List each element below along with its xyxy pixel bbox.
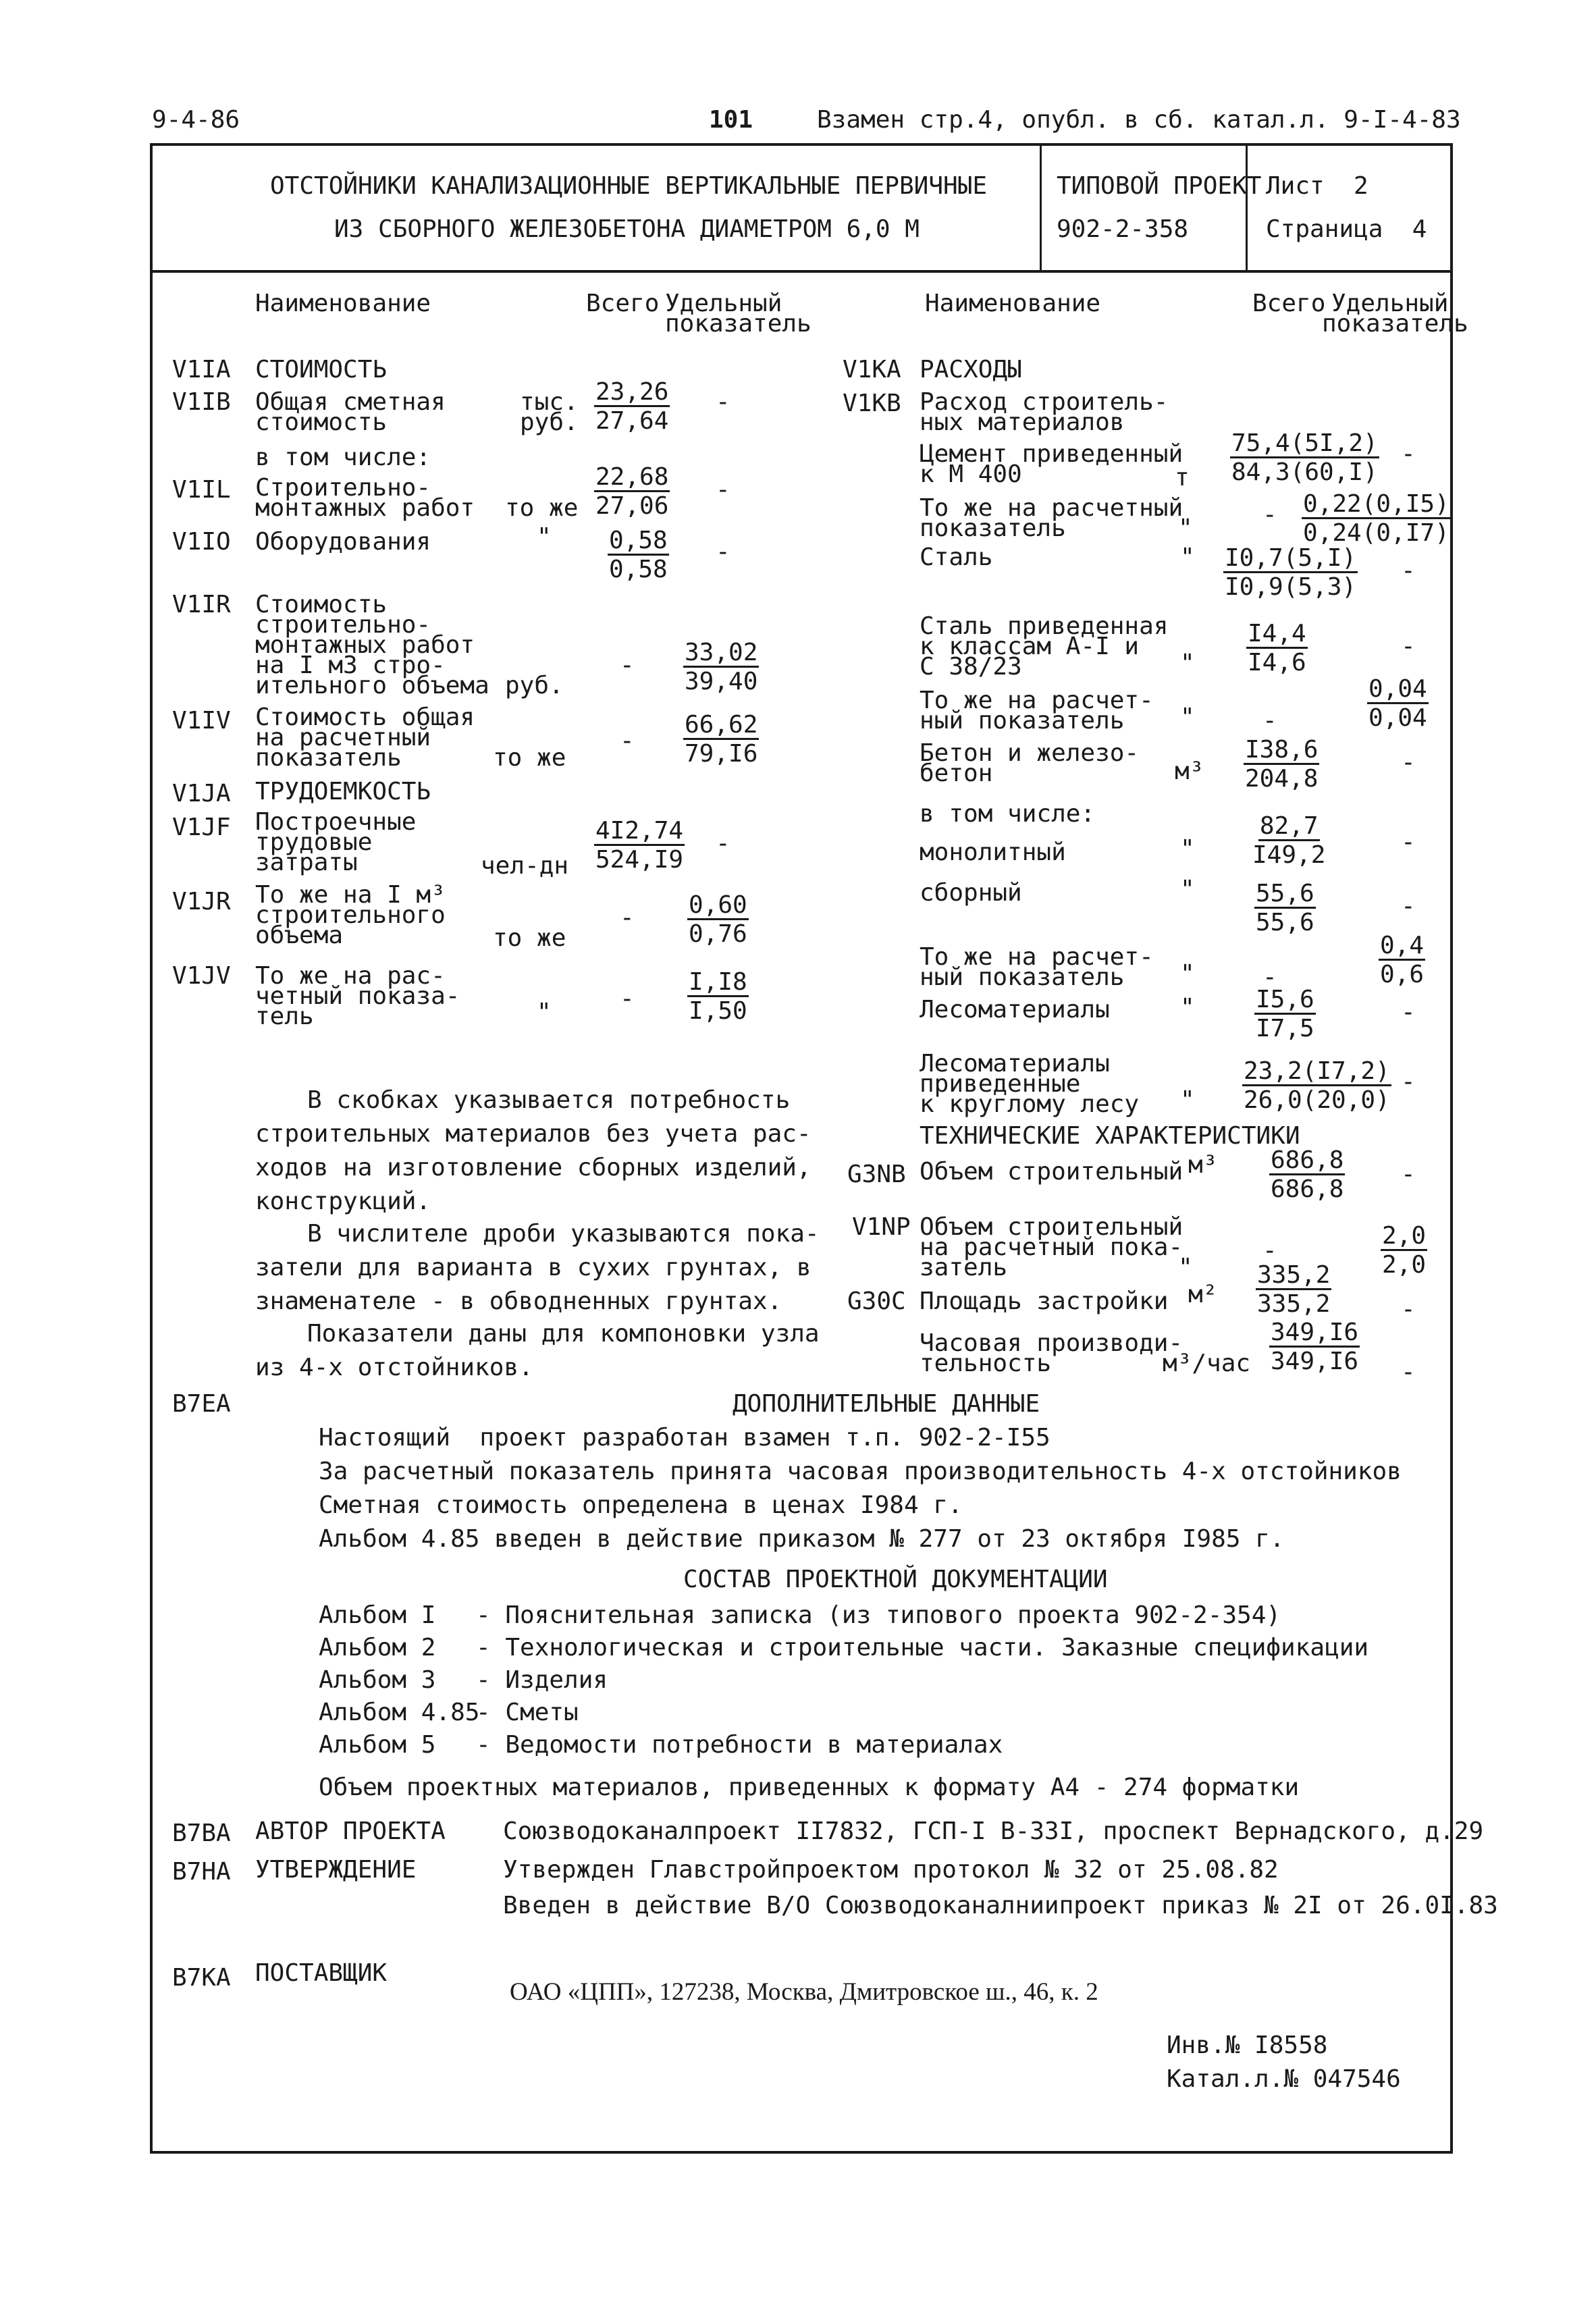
steel-reduced-numerator: I4,4 bbox=[1248, 620, 1306, 647]
monolithic-numerator: 82,7 bbox=[1259, 812, 1319, 840]
unit-cost-total: - bbox=[620, 652, 635, 679]
labor-specific-label-2: четный показа- bbox=[255, 982, 460, 1010]
volume-specific-denominator: 2,0 bbox=[1382, 1250, 1427, 1279]
concrete-specific-denominator: 0,6 bbox=[1380, 960, 1425, 988]
construction-cost-label-2: монтажных работ bbox=[255, 494, 475, 522]
incl-label-right: в том числе: bbox=[920, 800, 1096, 828]
document-code: 9-4-86 bbox=[152, 106, 240, 134]
unit-cost-value bbox=[683, 640, 759, 695]
note-line-2: строительных материалов без учета рас- bbox=[255, 1120, 812, 1148]
built-area-label: Площадь застройки bbox=[920, 1287, 1169, 1315]
code-g3nb: G3NB bbox=[847, 1161, 906, 1188]
album-4-desc: - Сметы bbox=[476, 1699, 579, 1726]
right-header-name: Наименование bbox=[925, 290, 1101, 317]
steel-reduced-label-3: С 38/23 bbox=[920, 653, 1022, 681]
code-v1il: V1IL bbox=[172, 476, 231, 504]
total-cost-unit-1: тыс. bbox=[520, 388, 579, 416]
volume-specific-label-1: Объем строительный bbox=[920, 1213, 1183, 1241]
supplier-label: ПОСТАВЩИК bbox=[255, 1959, 388, 1987]
unit-cost-label-5: ительного объема bbox=[255, 672, 489, 699]
volume-specific-unit: " bbox=[1178, 1254, 1193, 1281]
volume-specific-label-3: затель bbox=[920, 1254, 1008, 1281]
labor-per-m3-label-3: объема bbox=[255, 922, 344, 949]
equipment-specific: - bbox=[716, 538, 730, 566]
code-v1ib: V1IB bbox=[172, 388, 231, 416]
built-area-unit: м² bbox=[1188, 1281, 1218, 1308]
unit-cost-label-1: Стоимость bbox=[255, 591, 388, 618]
timber-reduced-denominator: 26,0(20,0) bbox=[1244, 1086, 1390, 1114]
code-v1jf: V1JF bbox=[172, 814, 231, 841]
labor-label-3: затраты bbox=[255, 849, 358, 876]
capacity-numerator: 349,I6 bbox=[1271, 1319, 1359, 1346]
labor-per-m3-value bbox=[687, 893, 749, 947]
monolithic-label: монолитный bbox=[920, 839, 1066, 866]
built-area-denominator: 335,2 bbox=[1257, 1290, 1331, 1318]
album-3-name: Альбом 3 bbox=[319, 1666, 436, 1694]
total-cost-label-2: стоимость bbox=[255, 408, 388, 436]
concrete-specific-total: - bbox=[1262, 963, 1277, 991]
frame-left bbox=[150, 143, 153, 2154]
capacity-denominator: 349,I6 bbox=[1271, 1347, 1359, 1375]
title-block-bottom bbox=[150, 270, 1453, 273]
labor-specific-numerator: I,I8 bbox=[689, 968, 747, 996]
concrete-specific: - bbox=[1401, 749, 1416, 776]
code-v1jr: V1JR bbox=[172, 888, 231, 915]
labor-specific-label-3: тель bbox=[255, 1003, 314, 1030]
capacity-label-2: тельность bbox=[920, 1350, 1052, 1377]
right-header-specific-1: Удельный bbox=[1331, 290, 1449, 317]
concrete-specific-label-1: То же на расчет- bbox=[920, 943, 1154, 971]
cement-specific-value bbox=[1302, 491, 1451, 546]
cement-denominator: 84,3(60,I) bbox=[1231, 458, 1378, 486]
project-number: 902-2-358 bbox=[1057, 215, 1189, 243]
title-block-divider-2 bbox=[1246, 143, 1248, 271]
page-field: Страница 4 bbox=[1266, 215, 1427, 243]
cement-label-1: Цемент приведенный bbox=[920, 440, 1183, 468]
unit-cost-numerator: 33,02 bbox=[685, 639, 758, 666]
timber-value bbox=[1254, 987, 1316, 1042]
prefab-label: сборный bbox=[920, 879, 1022, 907]
author-label: АВТОР ПРОЕКТА bbox=[255, 1817, 446, 1845]
labor-per-m3-label-1: То же на I м³ bbox=[255, 881, 446, 909]
capacity-value bbox=[1269, 1320, 1360, 1375]
code-v1ia: V1IA bbox=[172, 356, 231, 383]
unit-cost-label-4: на I м3 стро- bbox=[255, 652, 446, 679]
building-volume-denominator: 686,8 bbox=[1271, 1175, 1344, 1203]
code-v1ka: V1KA bbox=[843, 356, 901, 383]
code-v1io: V1IO bbox=[172, 528, 231, 556]
cement-specific-unit: " bbox=[1178, 514, 1193, 542]
labor-specific: - bbox=[716, 830, 730, 857]
timber-reduced-numerator: 23,2(I7,2) bbox=[1244, 1057, 1390, 1085]
timber-numerator: I5,6 bbox=[1256, 986, 1314, 1013]
labor-value bbox=[594, 818, 685, 873]
section-labor: ТРУДОЕМКОСТЬ bbox=[255, 778, 431, 805]
building-volume-unit: м³ bbox=[1188, 1151, 1218, 1179]
album-3-desc: - Изделия bbox=[476, 1666, 608, 1694]
unit-cost-unit: руб. bbox=[505, 672, 564, 699]
code-v1ja: V1JA bbox=[172, 780, 231, 807]
section-cost: СТОИМОСТЬ bbox=[255, 356, 388, 383]
album-1-name: Альбом I bbox=[319, 1601, 436, 1629]
steel-reduced-label-2: к классам А-I и bbox=[920, 633, 1140, 660]
replace-note: Взамен стр.4, опубл. в сб. катал.л. 9-I-4-83 bbox=[817, 106, 1461, 134]
materials-label-1: Расход строитель- bbox=[920, 388, 1169, 416]
building-volume-specific: - bbox=[1401, 1161, 1416, 1188]
left-header-total: Всего bbox=[586, 290, 660, 317]
left-header-specific-1: Удельный bbox=[665, 290, 782, 317]
approval-line-1: Утвержден Главстройпроектом протокол № 32 от 25.08.82 bbox=[503, 1856, 1279, 1884]
catalog-number: Катал.л.№ 047546 bbox=[1167, 2065, 1401, 2093]
steel-specific-label-1: То же на расчет- bbox=[920, 687, 1154, 714]
steel-specific-label-2: ный показатель bbox=[920, 707, 1125, 735]
code-b7ka: B7KA bbox=[172, 1964, 231, 1992]
labor-per-m3-unit: то же bbox=[493, 924, 566, 952]
code-b7ba: B7BA bbox=[172, 1819, 231, 1847]
code-v1np: V1NP bbox=[852, 1213, 911, 1241]
equipment-denominator: 0,58 bbox=[609, 555, 668, 583]
left-header-name: Наименование bbox=[255, 290, 431, 317]
total-cost-label-1: Общая сметная bbox=[255, 388, 446, 416]
timber-reduced-label-1: Лесоматериалы bbox=[920, 1050, 1110, 1078]
total-cost-unit-2: руб. bbox=[520, 408, 579, 436]
cement-specific-total: - bbox=[1262, 501, 1277, 529]
page-number: 101 bbox=[709, 106, 753, 134]
project-label: ТИПОВОЙ ПРОЕКТ bbox=[1057, 172, 1262, 200]
concrete-specific-label-2: ный показатель bbox=[920, 963, 1125, 991]
approval-label: УТВЕРЖДЕНИЕ bbox=[255, 1856, 417, 1884]
prefab-specific: - bbox=[1401, 893, 1416, 920]
prefab-unit: " bbox=[1180, 876, 1195, 903]
concrete-unit: м³ bbox=[1175, 757, 1204, 785]
timber-reduced-label-2: приведенные bbox=[920, 1070, 1081, 1098]
code-b7ha: B7HA bbox=[172, 1858, 231, 1886]
labor-per-m3-label-2: строительного bbox=[255, 901, 446, 929]
volume-specific-numerator: 2,0 bbox=[1382, 1222, 1427, 1250]
total-cost-value bbox=[594, 379, 670, 434]
equipment-label: Оборудования bbox=[255, 528, 431, 556]
concrete-specific-unit: " bbox=[1180, 960, 1195, 988]
monolithic-unit: " bbox=[1180, 835, 1195, 863]
left-header-specific-2: показатель bbox=[665, 310, 812, 338]
album-2-name: Альбом 2 bbox=[319, 1634, 436, 1661]
cement-label-2: к М 400 bbox=[920, 460, 1022, 488]
note-line-9: из 4-х отстойников. bbox=[255, 1354, 533, 1381]
note-line-8: Показатели даны для компоновки узла bbox=[307, 1320, 820, 1348]
cement-unit: т bbox=[1175, 464, 1190, 491]
prefab-denominator: 55,6 bbox=[1256, 908, 1314, 936]
frame-right bbox=[1450, 143, 1453, 2154]
approval-line-2: Введен в действие В/О Союзводоканалниипроект приказ № 2I от 26.0I.83 bbox=[503, 1892, 1498, 1919]
specific-cost-numerator: 66,62 bbox=[685, 711, 758, 739]
section-consumption: РАСХОДЫ bbox=[920, 356, 1022, 383]
timber-reduced-unit: " bbox=[1180, 1086, 1195, 1114]
total-cost-numerator: 23,26 bbox=[595, 378, 669, 406]
cement-specific-denominator: 0,24(0,I7) bbox=[1303, 519, 1449, 547]
construction-cost-denominator: 27,06 bbox=[595, 491, 669, 520]
additional-line-1: Настоящий проект разработан взамен т.п. 902-2-I55 bbox=[319, 1424, 1050, 1452]
album-4-name: Альбом 4.85 bbox=[319, 1699, 480, 1726]
specific-cost-label-1: Стоимость общая bbox=[255, 703, 475, 731]
labor-specific-denominator: I,50 bbox=[689, 996, 747, 1025]
cement-numerator: 75,4(5I,2) bbox=[1231, 429, 1378, 457]
monolithic-specific: - bbox=[1401, 828, 1416, 856]
construction-cost-value bbox=[594, 464, 670, 519]
frame-bottom bbox=[150, 2151, 1453, 2154]
steel-specific: - bbox=[1401, 557, 1416, 585]
cement-specific: - bbox=[1401, 440, 1416, 468]
labor-specific-unit: " bbox=[537, 999, 552, 1026]
steel-value bbox=[1223, 546, 1358, 600]
specific-cost-value bbox=[683, 712, 759, 767]
title-block-divider-1 bbox=[1040, 143, 1042, 271]
capacity-unit: м³/час bbox=[1163, 1350, 1251, 1377]
specific-cost-label-3: показатель bbox=[255, 744, 402, 772]
steel-specific-denominator: 0,04 bbox=[1368, 703, 1427, 732]
volume-note: Объем проектных материалов, приведенных к формату А4 - 274 форматки bbox=[319, 1774, 1300, 1801]
steel-specific-value bbox=[1367, 676, 1429, 731]
supplier-text: ОАО «ЦПП», 127238, Москва, Дмитровское ш., 46, к. 2 bbox=[510, 1978, 1098, 2006]
built-area-value bbox=[1256, 1262, 1331, 1317]
unit-cost-denominator: 39,40 bbox=[685, 667, 758, 695]
note-line-3: ходов на изготовление сборных изделий, bbox=[255, 1154, 812, 1181]
specific-cost-denominator: 79,I6 bbox=[685, 739, 758, 768]
construction-cost-unit: то же bbox=[505, 494, 579, 522]
sheet-number: Лист 2 bbox=[1266, 172, 1368, 200]
steel-reduced-specific: - bbox=[1401, 633, 1416, 660]
prefab-numerator: 55,6 bbox=[1256, 880, 1314, 907]
labor-per-m3-denominator: 0,76 bbox=[689, 920, 747, 948]
tech-characteristics-title: ТЕХНИЧЕСКИЕ ХАРАКТЕРИСТИКИ bbox=[920, 1122, 1300, 1150]
steel-label: Сталь bbox=[920, 543, 993, 571]
steel-reduced-unit: " bbox=[1180, 649, 1195, 677]
additional-line-2: За расчетный показатель принята часовая производительность 4-х отстойников bbox=[319, 1458, 1402, 1485]
volume-specific-label-2: на расчетный пока- bbox=[920, 1233, 1183, 1261]
composition-title: СОСТАВ ПРОЕКТНОЙ ДОКУМЕНТАЦИИ bbox=[683, 1566, 1108, 1593]
timber-reduced-value bbox=[1242, 1059, 1391, 1113]
note-line-5: В числителе дроби указываются пока- bbox=[307, 1220, 820, 1248]
construction-cost-numerator: 22,68 bbox=[595, 463, 669, 491]
author-text: Союзводоканалпроект II7832, ГСП-I В-33I, проспект Вернадского, д.29 bbox=[503, 1817, 1484, 1845]
building-volume-label: Объем строительный bbox=[920, 1158, 1183, 1186]
title-line-2: ИЗ СБОРНОГО ЖЕЛЕЗОБЕТОНА ДИАМЕТРОМ 6,0 М bbox=[334, 215, 920, 243]
code-g30c: G30C bbox=[847, 1287, 906, 1315]
note-line-4: конструкций. bbox=[255, 1188, 431, 1215]
steel-specific-total: - bbox=[1262, 707, 1277, 735]
construction-cost-label-1: Строительно- bbox=[255, 474, 431, 502]
steel-reduced-label-1: Сталь приведенная bbox=[920, 612, 1169, 640]
cement-specific-numerator: 0,22(0,I5) bbox=[1303, 490, 1449, 518]
labor-label-1: Построечные bbox=[255, 808, 417, 836]
concrete-label-2: бетон bbox=[920, 760, 993, 787]
construction-cost-specific: - bbox=[716, 476, 730, 504]
right-header-specific-2: показатель bbox=[1322, 310, 1468, 338]
timber-specific: - bbox=[1401, 999, 1416, 1026]
equipment-unit: " bbox=[537, 523, 552, 551]
timber-label: Лесоматериалы bbox=[920, 996, 1110, 1023]
code-v1ir: V1IR bbox=[172, 591, 231, 618]
built-area-numerator: 335,2 bbox=[1257, 1261, 1331, 1289]
cement-value bbox=[1230, 431, 1379, 485]
timber-unit: " bbox=[1180, 994, 1195, 1021]
steel-denominator: I0,9(5,3) bbox=[1225, 573, 1357, 601]
inventory-number: Инв.№ I8558 bbox=[1167, 2031, 1328, 2059]
labor-specific-value bbox=[687, 969, 749, 1024]
capacity-label-1: Часовая производи- bbox=[920, 1329, 1183, 1357]
cement-specific-label-1: То же на расчетный bbox=[920, 494, 1183, 522]
title-line-1: ОТСТОЙНИКИ КАНАЛИЗАЦИОННЫЕ ВЕРТИКАЛЬНЫЕ ПЕРВИЧНЫЕ bbox=[270, 172, 988, 200]
code-v1iv: V1IV bbox=[172, 707, 231, 735]
building-volume-value bbox=[1269, 1148, 1345, 1202]
concrete-label-1: Бетон и железо- bbox=[920, 739, 1140, 767]
steel-unit: " bbox=[1180, 543, 1195, 571]
concrete-denominator: 204,8 bbox=[1245, 764, 1319, 793]
album-1-desc: - Пояснительная записка (из типового проекта 902-2-354) bbox=[476, 1601, 1281, 1629]
note-line-1: В скобках указывается потребность bbox=[307, 1086, 791, 1114]
monolithic-denominator: I49,2 bbox=[1252, 841, 1326, 869]
equipment-numerator: 0,58 bbox=[609, 527, 668, 554]
timber-reduced-specific: - bbox=[1401, 1068, 1416, 1096]
specific-cost-unit: то же bbox=[493, 744, 566, 772]
prefab-value bbox=[1254, 881, 1316, 936]
labor-specific-total: - bbox=[620, 985, 635, 1013]
timber-denominator: I7,5 bbox=[1256, 1014, 1314, 1042]
steel-numerator: I0,7(5,I) bbox=[1225, 544, 1357, 572]
total-cost-specific: - bbox=[716, 388, 730, 416]
total-cost-denominator: 27,64 bbox=[595, 406, 669, 435]
code-v1kb: V1KB bbox=[843, 390, 901, 417]
labor-specific-label-1: То же на рас- bbox=[255, 962, 446, 990]
steel-reduced-denominator: I4,6 bbox=[1248, 648, 1306, 676]
steel-reduced-value bbox=[1246, 621, 1308, 676]
labor-numerator: 4I2,74 bbox=[595, 817, 684, 845]
specific-cost-label-2: на расчетный bbox=[255, 724, 431, 751]
labor-label-2: трудовые bbox=[255, 828, 373, 856]
timber-reduced-label-3: к круглому лесу bbox=[920, 1090, 1140, 1118]
unit-cost-label-2: строительно- bbox=[255, 611, 431, 639]
built-area-specific: - bbox=[1401, 1296, 1416, 1323]
concrete-value bbox=[1244, 737, 1319, 792]
note-line-7: знаменателе - в обводненных грунтах. bbox=[255, 1287, 782, 1315]
incl-label-left: в том числе: bbox=[255, 444, 431, 471]
building-volume-numerator: 686,8 bbox=[1271, 1146, 1344, 1174]
equipment-value bbox=[608, 528, 669, 583]
album-5-name: Альбом 5 bbox=[319, 1731, 436, 1759]
frame-top bbox=[150, 143, 1453, 146]
album-2-desc: - Технологическая и строительные части. Заказные спецификации bbox=[476, 1634, 1369, 1661]
code-b7ea: B7EA bbox=[172, 1390, 231, 1418]
specific-cost-total: - bbox=[620, 727, 635, 755]
labor-unit: чел-дн bbox=[481, 852, 569, 880]
additional-data-title: ДОПОЛНИТЕЛЬНЫЕ ДАННЫЕ bbox=[733, 1390, 1040, 1418]
steel-specific-numerator: 0,04 bbox=[1368, 675, 1427, 703]
labor-denominator: 524,I9 bbox=[595, 845, 684, 874]
cement-specific-label-2: показатель bbox=[920, 514, 1066, 542]
additional-line-4: Альбом 4.85 введен в действие приказом № 277 от 23 октября I985 г. bbox=[319, 1525, 1285, 1553]
steel-specific-unit: " bbox=[1180, 703, 1195, 731]
album-5-desc: - Ведомости потребности в материалах bbox=[476, 1731, 1003, 1759]
monolithic-value bbox=[1252, 814, 1325, 868]
materials-label-2: ных материалов bbox=[920, 408, 1125, 436]
concrete-numerator: I38,6 bbox=[1245, 736, 1319, 764]
note-line-6: затели для варианта в сухих грунтах, в bbox=[255, 1254, 812, 1281]
unit-cost-label-3: монтажных работ bbox=[255, 631, 475, 659]
additional-line-3: Сметная стоимость определена в ценах I984 г. bbox=[319, 1491, 963, 1519]
labor-per-m3-numerator: 0,60 bbox=[689, 891, 747, 919]
capacity-specific: - bbox=[1401, 1358, 1416, 1386]
labor-per-m3-total: - bbox=[620, 904, 635, 932]
volume-specific-total: - bbox=[1262, 1237, 1277, 1265]
volume-specific-value bbox=[1381, 1223, 1427, 1278]
concrete-specific-value bbox=[1379, 933, 1425, 988]
concrete-specific-numerator: 0,4 bbox=[1380, 932, 1425, 959]
code-v1jv: V1JV bbox=[172, 962, 231, 990]
right-header-total: Всего bbox=[1252, 290, 1326, 317]
